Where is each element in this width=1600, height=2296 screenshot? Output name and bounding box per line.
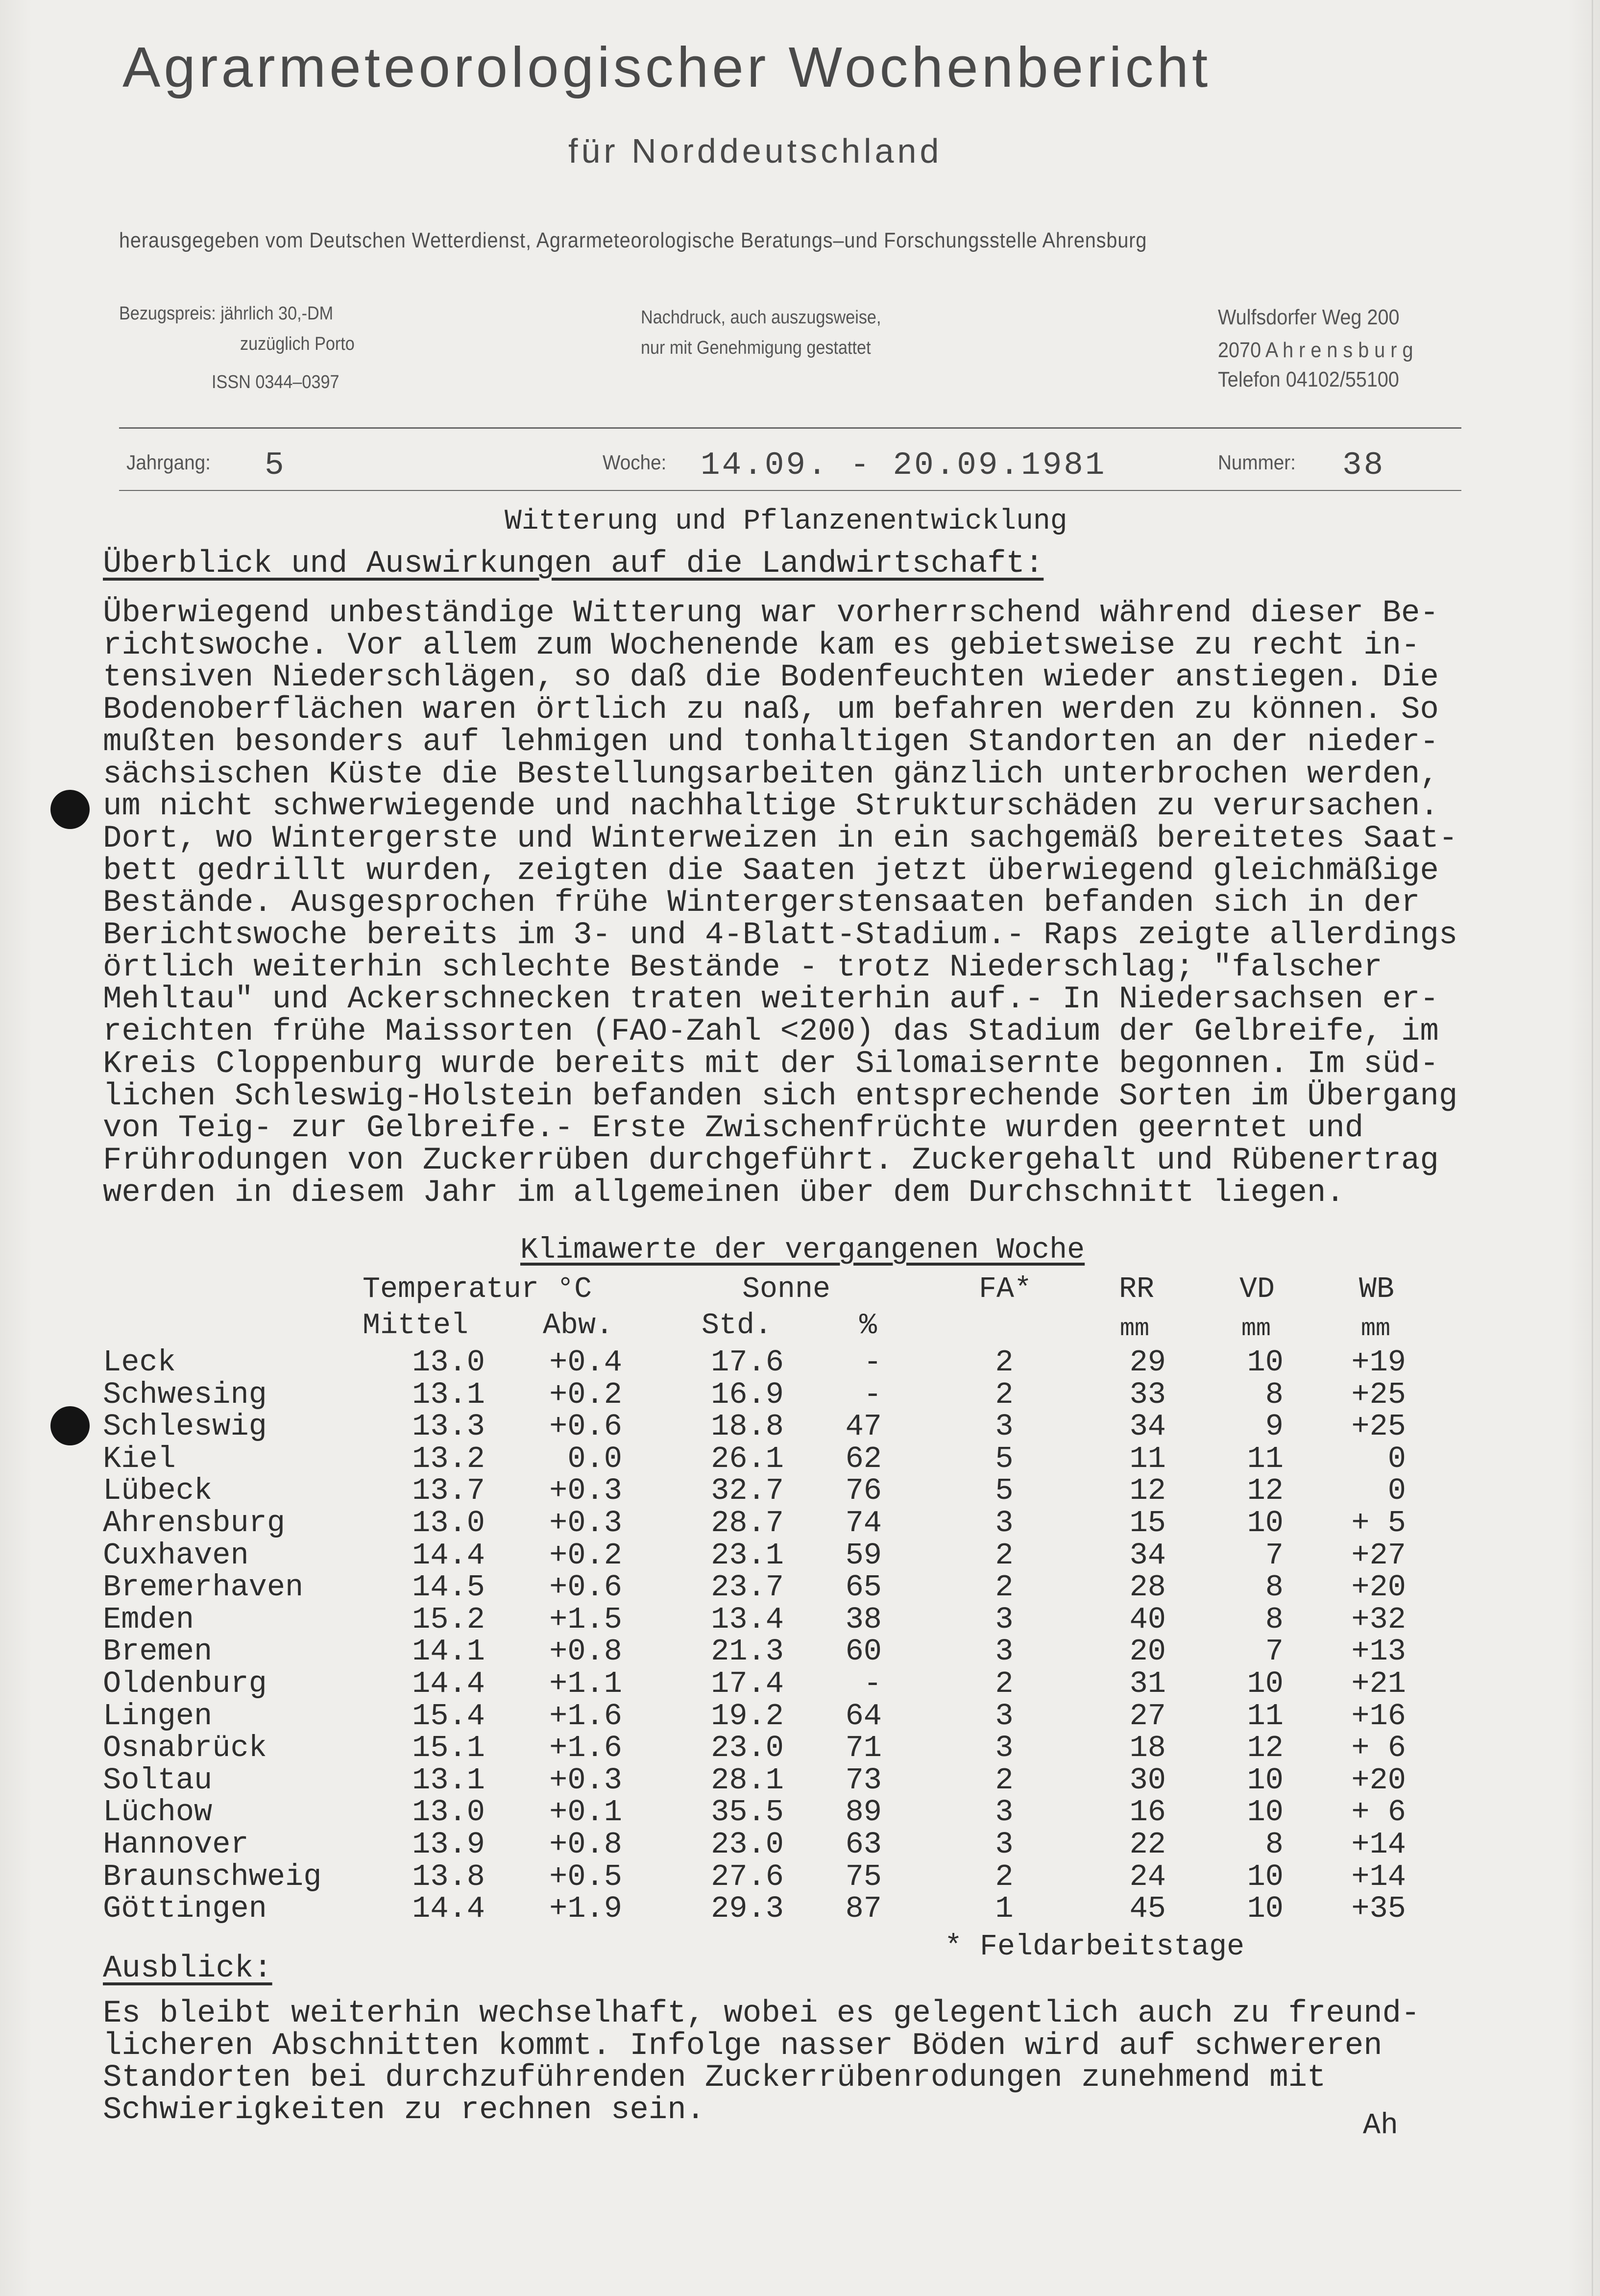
cell-station: Hannover: [103, 1827, 249, 1862]
cell-station: Bremerhaven: [103, 1570, 304, 1605]
cell-std: 18.8: [711, 1409, 784, 1444]
text-line: tensiven Niederschlägen, so daß die Bodenfeuchten wieder anstiegen. Die: [103, 660, 1439, 696]
cell-rr: 33: [1129, 1377, 1166, 1412]
cell-mean: 14.5: [412, 1570, 485, 1605]
cell-std: 35.5: [711, 1795, 784, 1830]
cell-dev: +0.6: [549, 1570, 622, 1605]
cell-dev: +1.5: [549, 1602, 622, 1637]
cell-station: Schleswig: [103, 1409, 267, 1444]
cell-station: Soltau: [103, 1762, 213, 1798]
cell-wb: +14: [1351, 1827, 1406, 1862]
cell-vd: 11: [1247, 1698, 1284, 1734]
cell-fa: 3: [995, 1795, 1014, 1830]
cell-mean: 13.9: [412, 1827, 485, 1862]
cell-wb: +35: [1351, 1891, 1406, 1927]
cell-mean: 13.0: [412, 1795, 485, 1830]
cell-fa: 2: [995, 1377, 1014, 1412]
cell-station: Ahrensburg: [103, 1506, 286, 1540]
cell-vd: 10: [1247, 1762, 1284, 1798]
text-line: örtlich weiterhin schlechte Bestände - trotz Niederschlag; "falscher: [103, 950, 1382, 985]
header-deviation: Abw.: [543, 1309, 614, 1343]
cell-vd: 10: [1247, 1345, 1284, 1380]
cell-wb: +19: [1351, 1345, 1406, 1380]
cell-dev: +1.6: [549, 1731, 622, 1766]
header-rr: RR: [1119, 1273, 1155, 1306]
cell-wb: +32: [1351, 1602, 1406, 1637]
cell-rr: 27: [1129, 1698, 1166, 1734]
cell-vd: 10: [1247, 1506, 1284, 1540]
cell-pct: 64: [845, 1698, 882, 1734]
text-line: Berichtswoche bereits im 3- und 4-Blatt-Stadium.- Raps zeigte allerdings: [103, 918, 1458, 953]
text-line: Schwierigkeiten zu rechnen sein.: [103, 2093, 705, 2128]
text-line: sächsischen Küste die Bestellungsarbeiten gänzlich unterbrochen werden,: [103, 757, 1439, 792]
cell-rr: 29: [1129, 1345, 1166, 1380]
cell-pct: 75: [845, 1859, 882, 1894]
cell-rr: 34: [1129, 1538, 1166, 1573]
cell-vd: 11: [1247, 1441, 1284, 1476]
cell-fa: 2: [995, 1859, 1014, 1894]
cell-wb: +13: [1351, 1634, 1406, 1669]
cell-mean: 15.4: [412, 1698, 485, 1734]
cell-pct: 62: [845, 1441, 882, 1476]
cell-fa: 1: [995, 1891, 1014, 1927]
text-line: licheren Abschnitten kommt. Infolge nasser Böden wird auf schwereren: [103, 2028, 1382, 2064]
cell-station: Oldenburg: [103, 1666, 267, 1701]
cell-std: 32.7: [711, 1473, 784, 1509]
cell-pct: -: [863, 1345, 882, 1380]
cell-dev: +0.6: [549, 1409, 622, 1444]
cell-dev: +0.8: [549, 1634, 622, 1669]
cell-mean: 14.4: [412, 1538, 485, 1573]
cell-mean: 13.0: [412, 1345, 485, 1380]
cell-vd: 10: [1247, 1859, 1284, 1894]
cell-std: 27.6: [711, 1859, 784, 1894]
overview-paragraph: [103, 598, 1533, 1209]
cell-rr: 31: [1129, 1666, 1166, 1701]
header-temperature: Temperatur °C: [363, 1273, 592, 1306]
cell-rr: 45: [1129, 1891, 1166, 1927]
cell-wb: 0: [1387, 1441, 1406, 1476]
cell-station: Lüchow: [103, 1795, 213, 1830]
cell-station: Osnabrück: [103, 1731, 267, 1766]
outlook-heading: Ausblick:: [103, 1951, 272, 1986]
cell-vd: 10: [1247, 1666, 1284, 1701]
text-line: mußten besonders auf lehmigen und tonhaltigen Standorten an der nieder-: [103, 724, 1439, 760]
cell-station: Kiel: [103, 1441, 176, 1476]
cell-station: Lübeck: [103, 1473, 213, 1509]
header-rule-top: [119, 427, 1461, 429]
cell-mean: 13.7: [412, 1473, 485, 1509]
cell-wb: + 6: [1351, 1795, 1406, 1830]
text-line: Frührodungen von Zuckerrüben durchgeführt. Zuckergehalt und Rübenertrag: [103, 1143, 1439, 1178]
header-fa: FA*: [979, 1273, 1032, 1306]
cell-wb: + 6: [1351, 1731, 1406, 1766]
section-heading: Witterung und Pflanzenentwicklung: [505, 506, 1067, 537]
cell-std: 13.4: [711, 1602, 784, 1637]
number-label: Nummer:: [1218, 451, 1296, 474]
text-line: werden in diesem Jahr im allgemeinen über dem Durchschnitt liegen.: [103, 1175, 1345, 1211]
cell-station: Schwesing: [103, 1377, 267, 1412]
cell-vd: 10: [1247, 1891, 1284, 1927]
cell-std: 28.1: [711, 1762, 784, 1798]
cell-vd: 12: [1247, 1473, 1284, 1509]
cell-wb: +25: [1351, 1377, 1406, 1412]
reprint-notice-2: nur mit Genehmigung gestattet: [641, 338, 871, 358]
cell-vd: 10: [1247, 1795, 1284, 1830]
cell-pct: 38: [845, 1602, 882, 1637]
cell-rr: 24: [1129, 1859, 1166, 1894]
cell-fa: 2: [995, 1762, 1014, 1798]
cell-mean: 14.4: [412, 1891, 485, 1927]
cell-wb: +16: [1351, 1698, 1406, 1734]
cell-mean: 13.3: [412, 1409, 485, 1444]
cell-std: 23.0: [711, 1731, 784, 1766]
cell-fa: 3: [995, 1409, 1014, 1444]
cell-vd: 7: [1265, 1538, 1284, 1573]
cell-rr: 30: [1129, 1762, 1166, 1798]
cell-fa: 3: [995, 1731, 1014, 1766]
cell-pct: 87: [845, 1891, 882, 1927]
cell-dev: 0.0: [567, 1441, 622, 1476]
overview-heading: Überblick und Auswirkungen auf die Landwirtschaft:: [103, 546, 1044, 582]
punch-hole-lower: [50, 1406, 90, 1445]
cell-pct: 73: [845, 1762, 882, 1798]
cell-pct: 71: [845, 1731, 882, 1766]
cell-station: Cuxhaven: [103, 1538, 249, 1573]
address-street: Wulfsdorfer Weg 200: [1218, 305, 1400, 329]
cell-std: 23.0: [711, 1827, 784, 1862]
cell-fa: 2: [995, 1570, 1014, 1605]
cell-dev: +0.3: [549, 1762, 622, 1798]
cell-vd: 8: [1265, 1827, 1284, 1862]
cell-fa: 3: [995, 1827, 1014, 1862]
cell-std: 23.1: [711, 1538, 784, 1573]
header-percent: %: [859, 1309, 877, 1343]
cell-pct: 59: [845, 1538, 882, 1573]
text-line: richtswoche. Vor allem zum Wochenende kam es gebietsweise zu recht in-: [103, 628, 1420, 663]
cell-dev: +1.1: [549, 1666, 622, 1701]
cell-rr: 22: [1129, 1827, 1166, 1862]
page-edge: [1592, 0, 1593, 2296]
cell-fa: 2: [995, 1666, 1014, 1701]
cell-std: 17.4: [711, 1666, 784, 1701]
cell-std: 23.7: [711, 1570, 784, 1605]
cell-mean: 14.4: [412, 1666, 485, 1701]
cell-rr: 40: [1129, 1602, 1166, 1637]
cell-rr: 11: [1129, 1441, 1166, 1476]
cell-pct: 65: [845, 1570, 882, 1605]
issn: ISSN 0344–0397: [212, 372, 339, 392]
cell-fa: 3: [995, 1634, 1014, 1669]
cell-dev: +0.2: [549, 1538, 622, 1573]
cell-pct: 89: [845, 1795, 882, 1830]
unit-vd: mm: [1241, 1315, 1271, 1343]
cell-wb: +25: [1351, 1409, 1406, 1444]
header-mean: Mittel: [363, 1309, 469, 1343]
cell-dev: +0.3: [549, 1506, 622, 1540]
cell-fa: 3: [995, 1698, 1014, 1734]
week-value: 14.09. - 20.09.1981: [701, 447, 1107, 484]
report-title: Agrarmeteorologischer Wochenbericht: [122, 35, 1212, 99]
cell-rr: 20: [1129, 1634, 1166, 1669]
number-value: 38: [1342, 447, 1385, 484]
text-line: lichen Schleswig-Holstein befanden sich entsprechende Sorten im Übergang: [103, 1078, 1458, 1114]
cell-pct: 63: [845, 1827, 882, 1862]
address-city: 2070 A h r e n s b u r g: [1218, 338, 1413, 362]
cell-mean: 13.8: [412, 1859, 485, 1894]
cell-mean: 15.2: [412, 1602, 485, 1637]
cell-pct: -: [863, 1377, 882, 1412]
cell-fa: 2: [995, 1538, 1014, 1573]
cell-std: 19.2: [711, 1698, 784, 1734]
cell-rr: 18: [1129, 1731, 1166, 1766]
text-line: Bodenoberflächen waren örtlich zu naß, um befahren werden zu können. So: [103, 692, 1439, 728]
cell-dev: +0.4: [549, 1345, 622, 1380]
cell-dev: +0.1: [549, 1795, 622, 1830]
cell-mean: 14.1: [412, 1634, 485, 1669]
text-line: Überwiegend unbeständige Witterung war vorherrschend während dieser Be-: [103, 596, 1439, 631]
cell-mean: 13.0: [412, 1506, 485, 1540]
text-line: reichten frühe Maissorten (FAO-Zahl <200) das Stadium der Gelbreife, im: [103, 1014, 1439, 1050]
cell-vd: 8: [1265, 1570, 1284, 1605]
text-line: Kreis Cloppenburg wurde bereits mit der Silomaisernte begonnen. Im süd-: [103, 1046, 1439, 1082]
table-title: Klimawerte der vergangenen Woche: [520, 1234, 1085, 1267]
cell-fa: 5: [995, 1441, 1014, 1476]
header-rule-bottom: [119, 490, 1461, 491]
cell-station: Lingen: [103, 1698, 213, 1734]
text-line: bett gedrillt wurden, zeigten die Saaten jetzt überwiegend gleichmäßige: [103, 853, 1439, 889]
cell-vd: 12: [1247, 1731, 1284, 1766]
cell-fa: 2: [995, 1345, 1014, 1380]
text-line: Mehltau" und Ackerschnecken traten weiterhin auf.- In Niedersachsen er-: [103, 982, 1439, 1018]
cell-rr: 12: [1129, 1473, 1166, 1509]
cell-rr: 34: [1129, 1409, 1166, 1444]
punch-hole-upper: [50, 790, 90, 829]
header-sun: Sonne: [742, 1273, 831, 1306]
text-line: um nicht schwerwiegende und nachhaltige Strukturschäden zu verursachen.: [103, 789, 1439, 825]
cell-std: 26.1: [711, 1441, 784, 1476]
header-wb: WB: [1359, 1273, 1395, 1306]
unit-wb: mm: [1361, 1315, 1391, 1343]
address-phone: Telefon 04102/55100: [1218, 367, 1399, 391]
cell-std: 17.6: [711, 1345, 784, 1380]
header-hours: Std.: [702, 1309, 773, 1343]
text-line: Bestände. Ausgesprochen frühe Wintergerstensaaten befanden sich in der: [103, 885, 1420, 921]
text-line: Standorten bei durchzuführenden Zuckerrübenrodungen zunehmend mit: [103, 2060, 1326, 2096]
cell-std: 29.3: [711, 1891, 784, 1927]
volume-label: Jahrgang:: [126, 451, 211, 474]
volume-value: 5: [265, 447, 286, 484]
text-line: Dort, wo Wintergerste und Winterweizen in ein sachgemäß bereitetes Saat-: [103, 821, 1458, 856]
text-line: von Teig- zur Gelbreife.- Erste Zwischenfrüchte wurden geerntet und: [103, 1111, 1364, 1147]
cell-dev: +0.5: [549, 1859, 622, 1894]
publisher-line: herausgegeben vom Deutschen Wetterdienst, Agrarmeteorologische Beratungs–und Forschungsstelle Ahrensburg: [119, 228, 1147, 252]
cell-wb: +21: [1351, 1666, 1406, 1701]
header-vd: VD: [1239, 1273, 1275, 1306]
subscription-postage: zuzüglich Porto: [240, 334, 355, 354]
footnote: * Feldarbeitstage: [945, 1930, 1245, 1964]
cell-wb: +20: [1351, 1570, 1406, 1605]
cell-std: 16.9: [711, 1377, 784, 1412]
cell-wb: + 5: [1351, 1506, 1406, 1540]
text-line: Es bleibt weiterhin wechselhaft, wobei es gelegentlich auch zu freund-: [103, 1996, 1420, 2031]
cell-mean: 13.1: [412, 1762, 485, 1798]
cell-pct: 74: [845, 1506, 882, 1540]
cell-pct: -: [863, 1666, 882, 1701]
cell-pct: 76: [845, 1473, 882, 1509]
cell-mean: 15.1: [412, 1731, 485, 1766]
cell-dev: +0.2: [549, 1377, 622, 1412]
week-label: Woche:: [603, 451, 667, 474]
cell-std: 21.3: [711, 1634, 784, 1669]
cell-dev: +1.9: [549, 1891, 622, 1927]
cell-fa: 3: [995, 1602, 1014, 1637]
cell-wb: +14: [1351, 1859, 1406, 1894]
author-initials: Ah: [1363, 2109, 1399, 2143]
report-subtitle: für Norddeutschland: [568, 132, 943, 170]
cell-dev: +0.3: [549, 1473, 622, 1509]
cell-fa: 5: [995, 1473, 1014, 1509]
cell-fa: 3: [995, 1506, 1014, 1540]
cell-pct: 47: [845, 1409, 882, 1444]
subscription-price: Bezugspreis: jährlich 30,-DM: [119, 303, 334, 324]
cell-station: Bremen: [103, 1634, 213, 1669]
reprint-notice-1: Nachdruck, auch auszugsweise,: [641, 307, 881, 328]
cell-std: 28.7: [711, 1506, 784, 1540]
cell-station: Emden: [103, 1602, 194, 1637]
cell-rr: 16: [1129, 1795, 1166, 1830]
cell-wb: +27: [1351, 1538, 1406, 1573]
cell-mean: 13.2: [412, 1441, 485, 1476]
cell-pct: 60: [845, 1634, 882, 1669]
cell-mean: 13.1: [412, 1377, 485, 1412]
unit-rr: mm: [1120, 1315, 1150, 1343]
cell-station: Braunschweig: [103, 1859, 322, 1894]
cell-station: Leck: [103, 1345, 176, 1380]
cell-dev: +1.6: [549, 1698, 622, 1734]
cell-vd: 8: [1265, 1602, 1284, 1637]
outlook-paragraph: [103, 1998, 1533, 2127]
cell-wb: +20: [1351, 1762, 1406, 1798]
cell-vd: 7: [1265, 1634, 1284, 1669]
cell-station: Göttingen: [103, 1891, 267, 1927]
cell-vd: 9: [1265, 1409, 1284, 1444]
cell-vd: 8: [1265, 1377, 1284, 1412]
cell-dev: +0.8: [549, 1827, 622, 1862]
cell-rr: 28: [1129, 1570, 1166, 1605]
cell-wb: 0: [1387, 1473, 1406, 1509]
cell-rr: 15: [1129, 1506, 1166, 1540]
